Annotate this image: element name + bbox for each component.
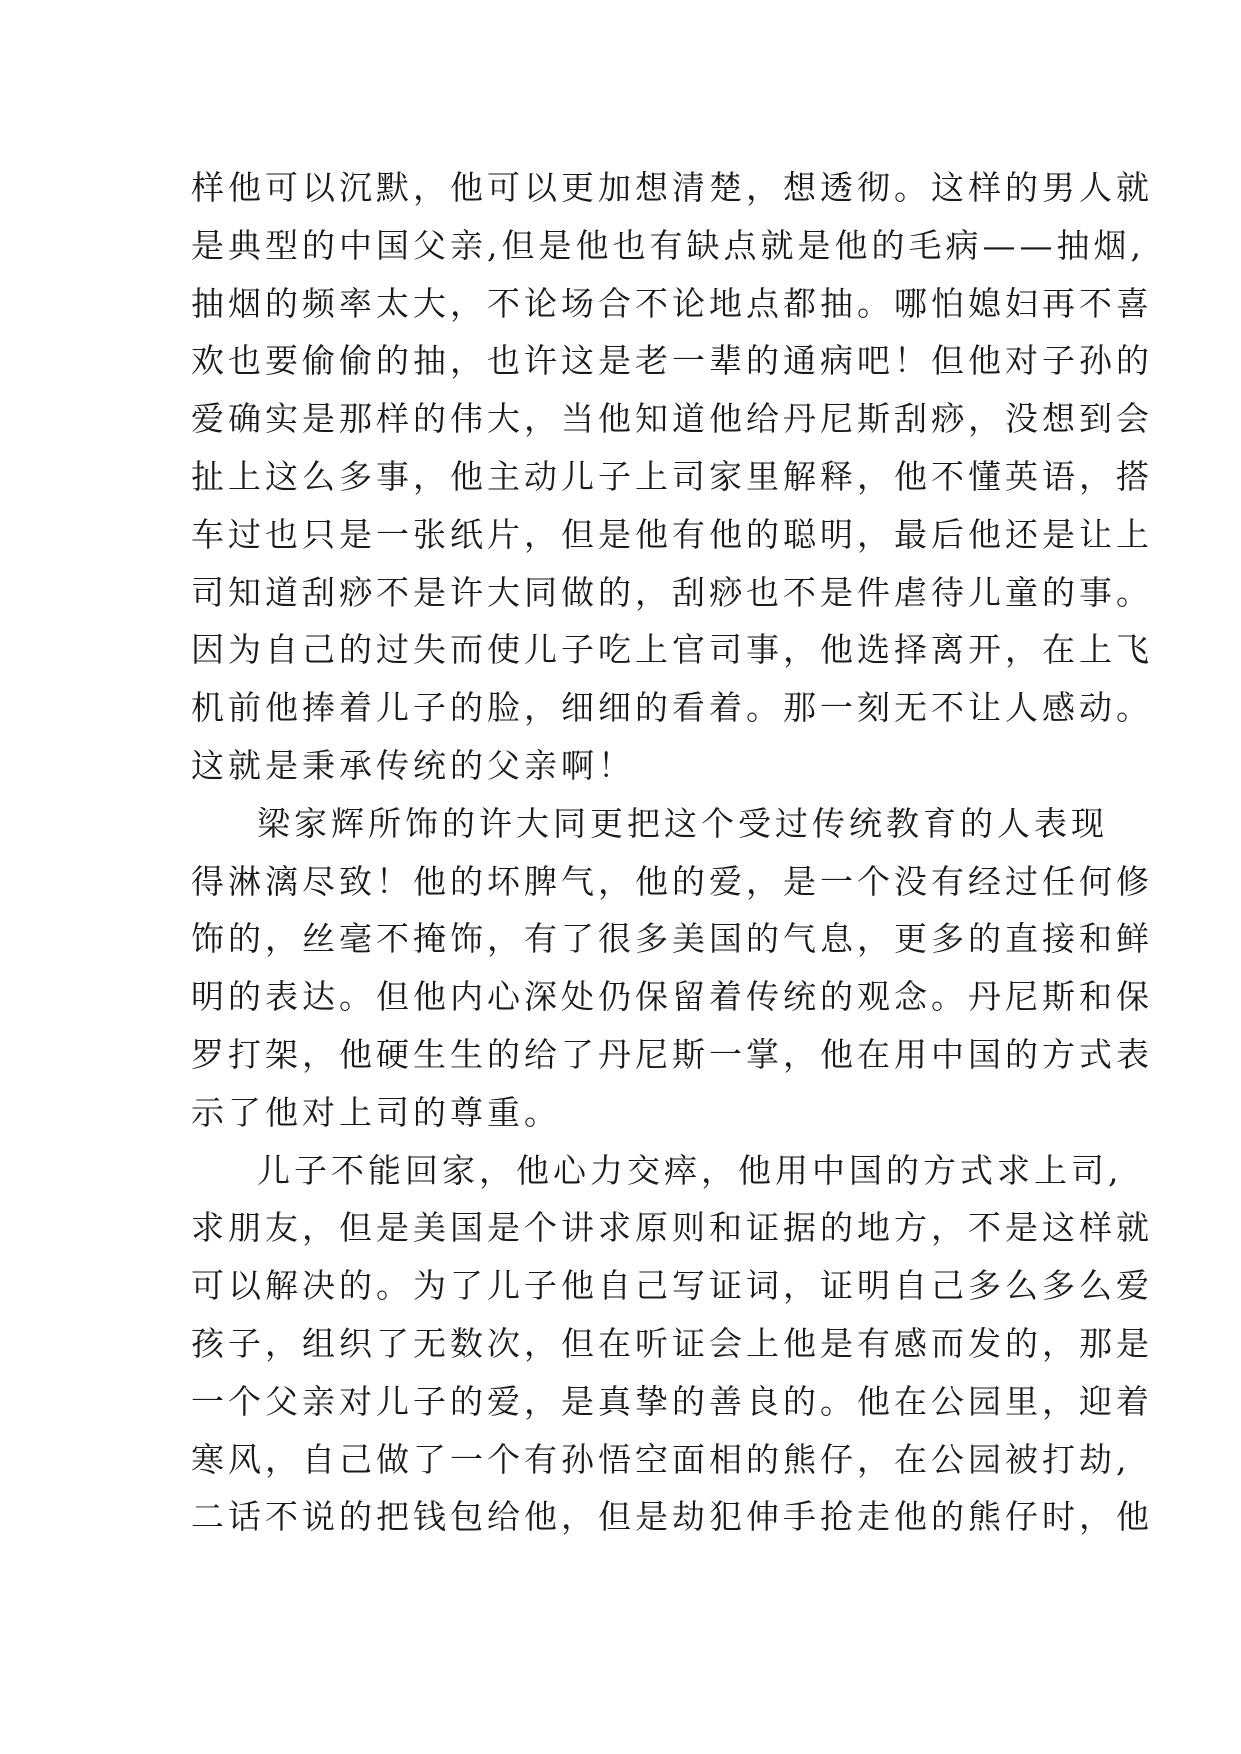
text-line: 明的表达。但他内心深处仍保留着传统的观念。丹尼斯和保 (191, 977, 1153, 1017)
text-line: 车过也只是一张纸片，但是他有他的聪明，最后他还是让上 (191, 514, 1153, 554)
text-line: 二话不说的把钱包给他，但是劫犯伸手抢走他的熊仔时，他 (191, 1497, 1153, 1537)
text-line: 示了他对上司的尊重。 (191, 1092, 561, 1132)
text-line: 孩子，组织了无数次，但在听证会上他是有感而发的，那是 (191, 1323, 1153, 1363)
paragraph-first-line: 梁家辉所饰的许大同更把这个受过传统教育的人表现 (257, 803, 1108, 843)
text-line: 爱确实是那样的伟大，当他知道他给丹尼斯刮痧，没想到会 (191, 399, 1153, 439)
text-line: 求朋友，但是美国是个讲求原则和证据的地方，不是这样就 (191, 1208, 1153, 1248)
text-line: 罗打架，他硬生生的给了丹尼斯一掌，他在用中国的方式表 (191, 1034, 1153, 1074)
text-line: 得淋漓尽致！他的坏脾气，他的爱，是一个没有经过任何修 (191, 861, 1153, 901)
text-line: 欢也要偷偷的抽，也许这是老一辈的通病吧！但他对子孙的 (191, 341, 1153, 381)
text-line: 样他可以沉默，他可以更加想清楚，想透彻。这样的男人就 (191, 168, 1153, 207)
text-line: 饰的，丝毫不掩饰，有了很多美国的气息，更多的直接和鲜 (191, 919, 1153, 959)
text-line: 是典型的中国父亲,但是他也有缺点就是他的毛病——抽烟, (191, 225, 1145, 265)
paragraph-first-line: 儿子不能回家，他心力交瘁，他用中国的方式求上司, (257, 1150, 1123, 1190)
document-body (191, 159, 1153, 1546)
text-line: 一个父亲对儿子的爱，是真挚的善良的。他在公园里，迎着 (191, 1381, 1153, 1421)
text-line: 这就是秉承传统的父亲啊！ (191, 745, 635, 785)
text-line: 司知道刮痧不是许大同做的，刮痧也不是件虐待儿童的事。 (191, 572, 1153, 612)
text-line: 扯上这么多事，他主动儿子上司家里解释，他不懂英语，搭 (191, 456, 1153, 496)
text-line: 寒风，自己做了一个有孙悟空面相的熊仔，在公园被打劫, (191, 1439, 1131, 1479)
text-line: 机前他捧着儿子的脸，细细的看着。那一刻无不让人感动。 (191, 688, 1153, 728)
text-line: 因为自己的过失而使儿子吃上官司事，他选择离开，在上飞 (191, 630, 1153, 670)
text-line: 可以解决的。为了儿子他自己写证词，证明自己多么多么爱 (191, 1266, 1153, 1306)
text-line: 抽烟的频率太大，不论场合不论地点都抽。哪怕媳妇再不喜 (191, 283, 1153, 323)
